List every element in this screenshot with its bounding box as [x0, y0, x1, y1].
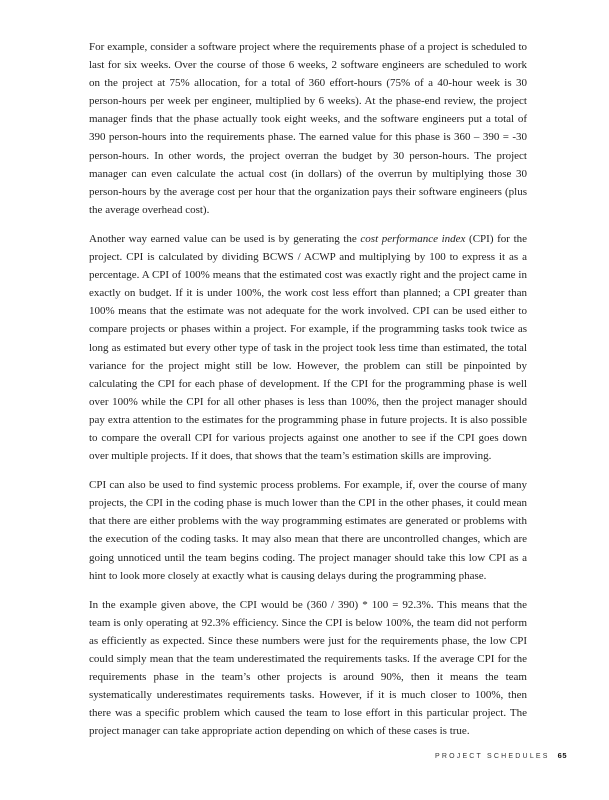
running-section-title: PROJECT SCHEDULES — [434, 753, 550, 760]
paragraph-cost-performance-index — [89, 230, 527, 465]
emphasis-term: cost performance index — [360, 232, 466, 245]
paragraph-text: Another way earned value can be used is by generating the — [89, 232, 361, 245]
page-footer — [435, 751, 567, 760]
paragraph-systemic-problems: CPI can also be used to find systemic process problems. For example, if, over the course of many projects, the CPI in the coding phase is much lower than the CPI in the other phases, it could mean that there are either problems with the way programming estimates are generated or problems with the execution of the coding tasks. It may also mean that there are uncontrolled changes, which are going unnoticed until the team begins coding. The project manager should take this low CPI as a hint to look more closely at exactly what is causing delays during the programming phase. — [89, 479, 527, 582]
paragraph-cpi-example: In the example given above, the CPI would be (360 / 390) * 100 = 92.3%. This means that the team is only operating at 92.3% efficiency. Since the CPI is below 100%, the team did not perform as efficiently as expected. Since these numbers were just for the requirements phase, the low CPI could simply mean that the team underestimated the requirements tasks. If the average CPI for the requirements phase in the team’s other projects is around 90%, then it means the team systematically underestimates requirements tasks. However, if it is much closer to 100%, then there was a specific problem which caused the team to lose effort in this particular project. The project manager can take appropriate action depending on which of these cases is true. — [89, 598, 527, 738]
paragraph-earned-value-example: For example, consider a software project where the requirements phase of a project is scheduled to last for six weeks. Over the course of those 6 weeks, 2 software engineers are scheduled to work on the project at 75% allocation, for a total of 360 effort-hours (75% of a 40-hour week is 30 person-hours per week per engineer, multiplied by 6 weeks). At the phase-end review, the project manager finds that the phase actually took eight weeks, and the software engineers put a total of 390 person-hours into the requirements phase. The earned value for this phase is 360 – 390 = -30 person-hours. In other words, the project overran the budget by 30 person-hours. The project manager can even calculate the actual cost (in dollars) of the overrun by multiplying those 30 person-hours by the average cost per hour that the organization pays their software engineers (plus the average overhead cost). — [89, 41, 527, 216]
page-number: 65 — [557, 751, 567, 760]
paragraph-text: (CPI) for the project. CPI is calculated by dividing BCWS / ACWP and multiplying by 100 to express it as a percentage. A CPI of 100% means that the estimated cost was exactly right and the project came in exactly on budget. If it is under 100%, the work cost less effort than planned; a CPI greater than 100% means that the estimate was not adequate for the work involved. CPI can be used either to compare projects or phases within a project. For example, if the programming tasks took twice as long as estimated but every other type of task in the project took less time than estimated, the total variance for the project might still be low. However, the problem can still be pinpointed by calculating the CPI for each phase of development. If the CPI for the programming phase is well over 100% while the CPI for all other phases is less than 100%, then the project manager should pay extra attention to the estimates for the programming phase in future projects. It is also possible to compare the overall CPI for various projects against one another to see if the CPI goes down over multiple projects. If it does, that shows that the team’s estimation skills are improving. — [89, 232, 528, 463]
body-text — [89, 38, 527, 751]
